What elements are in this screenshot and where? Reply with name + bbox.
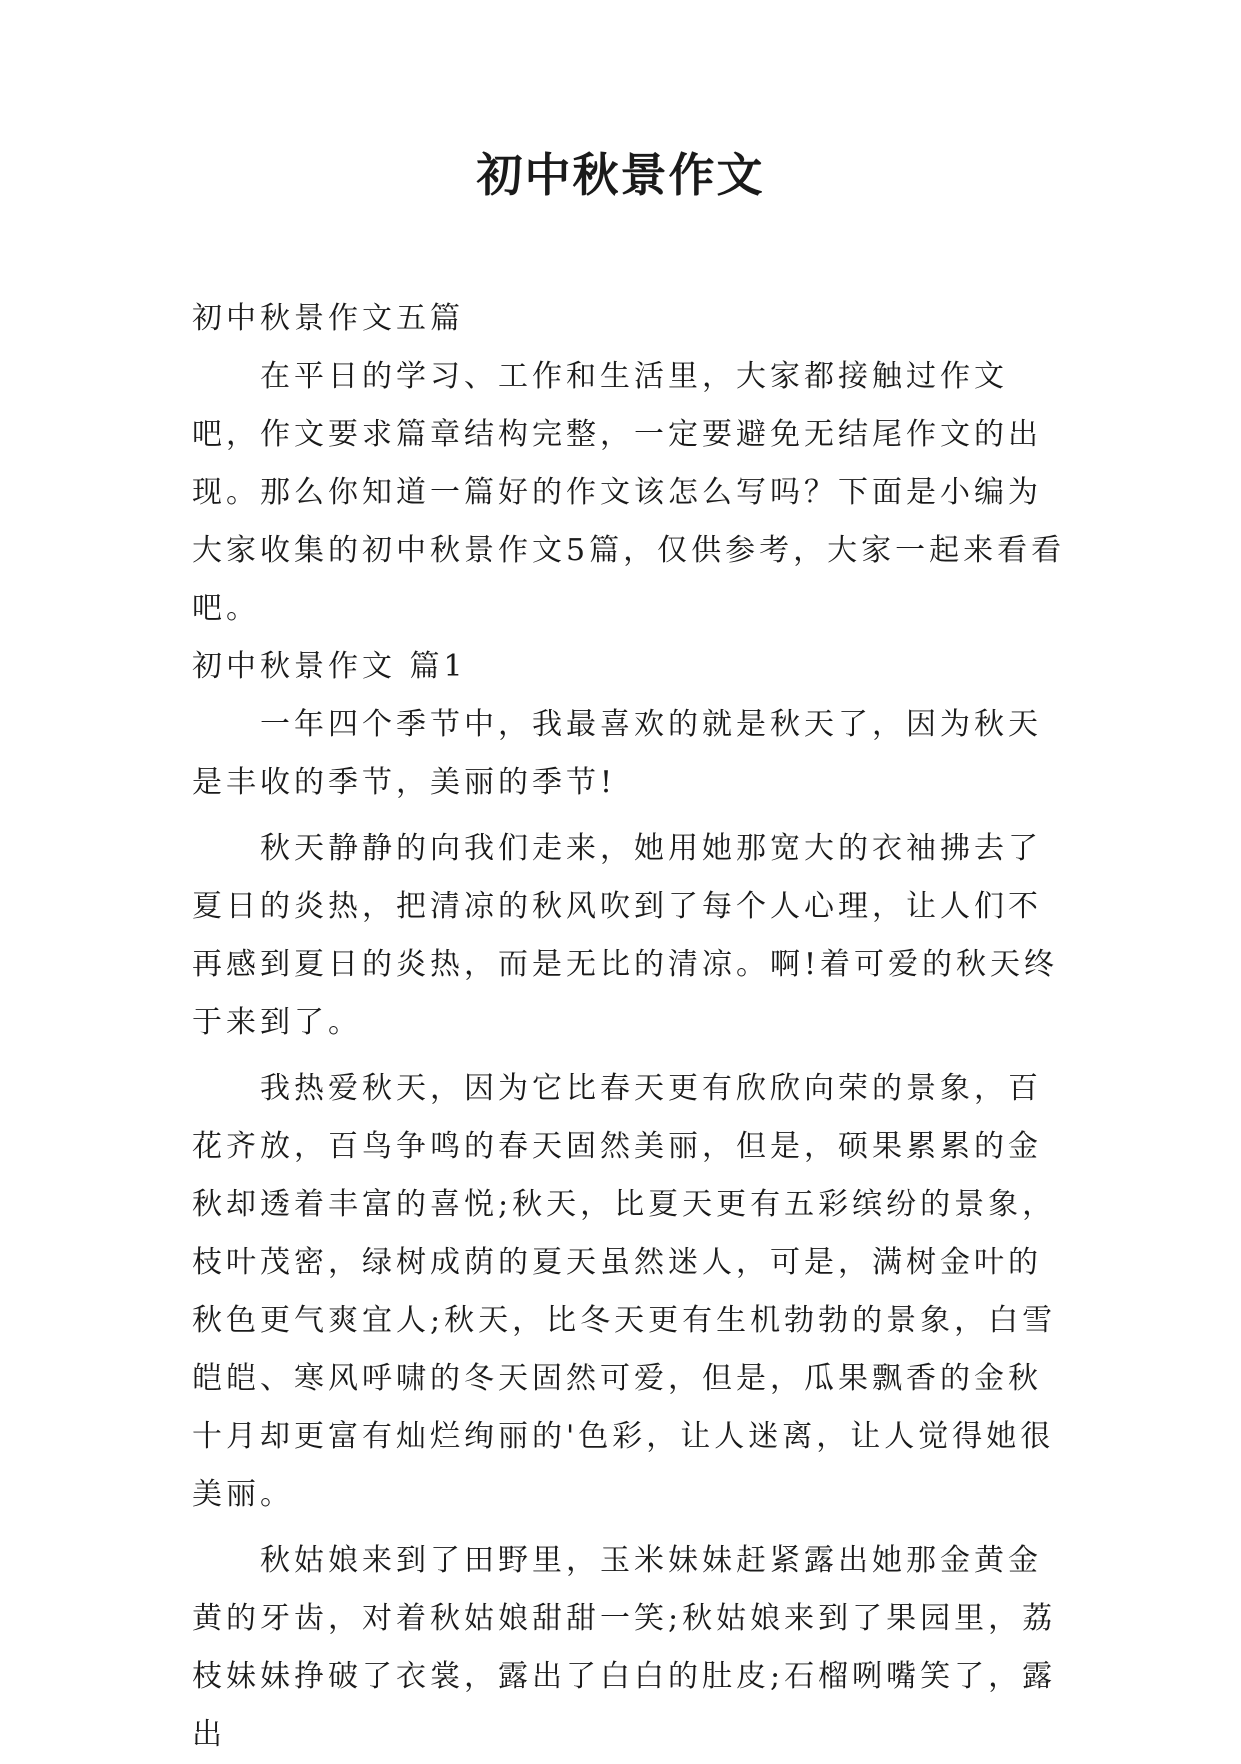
- document-body: [192, 290, 1072, 1764]
- intro-paragraph: 在平日的学习、工作和生活里，大家都接触过作文吧，作文要求篇章结构完整，一定要避免无结尾作文的出现。那么你知道一篇好的作文该怎么写吗？下面是小编为大家收集的初中秋景作文5篇，仅供参考，大家一起来看看吧。: [192, 359, 1066, 626]
- body-paragraph-2: 秋天静静的向我们走来，她用她那宽大的衣袖拂去了夏日的炎热，把清凉的秋风吹到了每个人心理，让人们不再感到夏日的炎热，而是无比的清凉。啊!着可爱的秋天终于来到了。: [192, 831, 1059, 1040]
- body-paragraph-1: 一年四个季节中，我最喜欢的就是秋天了，因为秋天是丰收的季节，美丽的季节!: [192, 707, 1042, 800]
- body-paragraph-3: 我热爱秋天，因为它比春天更有欣欣向荣的景象，百花齐放，百鸟争鸣的春天固然美丽，但是，硕果累累的金秋却透着丰富的喜悦;秋天，比夏天更有五彩缤纷的景象，枝叶茂密，绿树成荫的夏天虽然迷人，可是，满树金叶的秋色更气爽宜人;秋天，比冬天更有生机勃勃的景象，白雪皑皑、寒风呼啸的冬天固然可爱，但是，瓜果飘香的金秋十月却更富有灿烂绚丽的'色彩，让人迷离，让人觉得她很美丽。: [192, 1071, 1057, 1512]
- body-paragraph-4: 秋姑娘来到了田野里，玉米妹妹赶紧露出她那金黄金黄的牙齿，对着秋姑娘甜甜一笑;秋姑娘来到了果园里，荔枝妹妹挣破了衣裳，露出了白白的肚皮;石榴咧嘴笑了，露出: [192, 1543, 1057, 1752]
- section-heading: 初中秋景作文 篇1: [192, 649, 467, 684]
- document-title: 初中秋景作文: [476, 148, 765, 202]
- document-subtitle: 初中秋景作文五篇: [192, 301, 464, 336]
